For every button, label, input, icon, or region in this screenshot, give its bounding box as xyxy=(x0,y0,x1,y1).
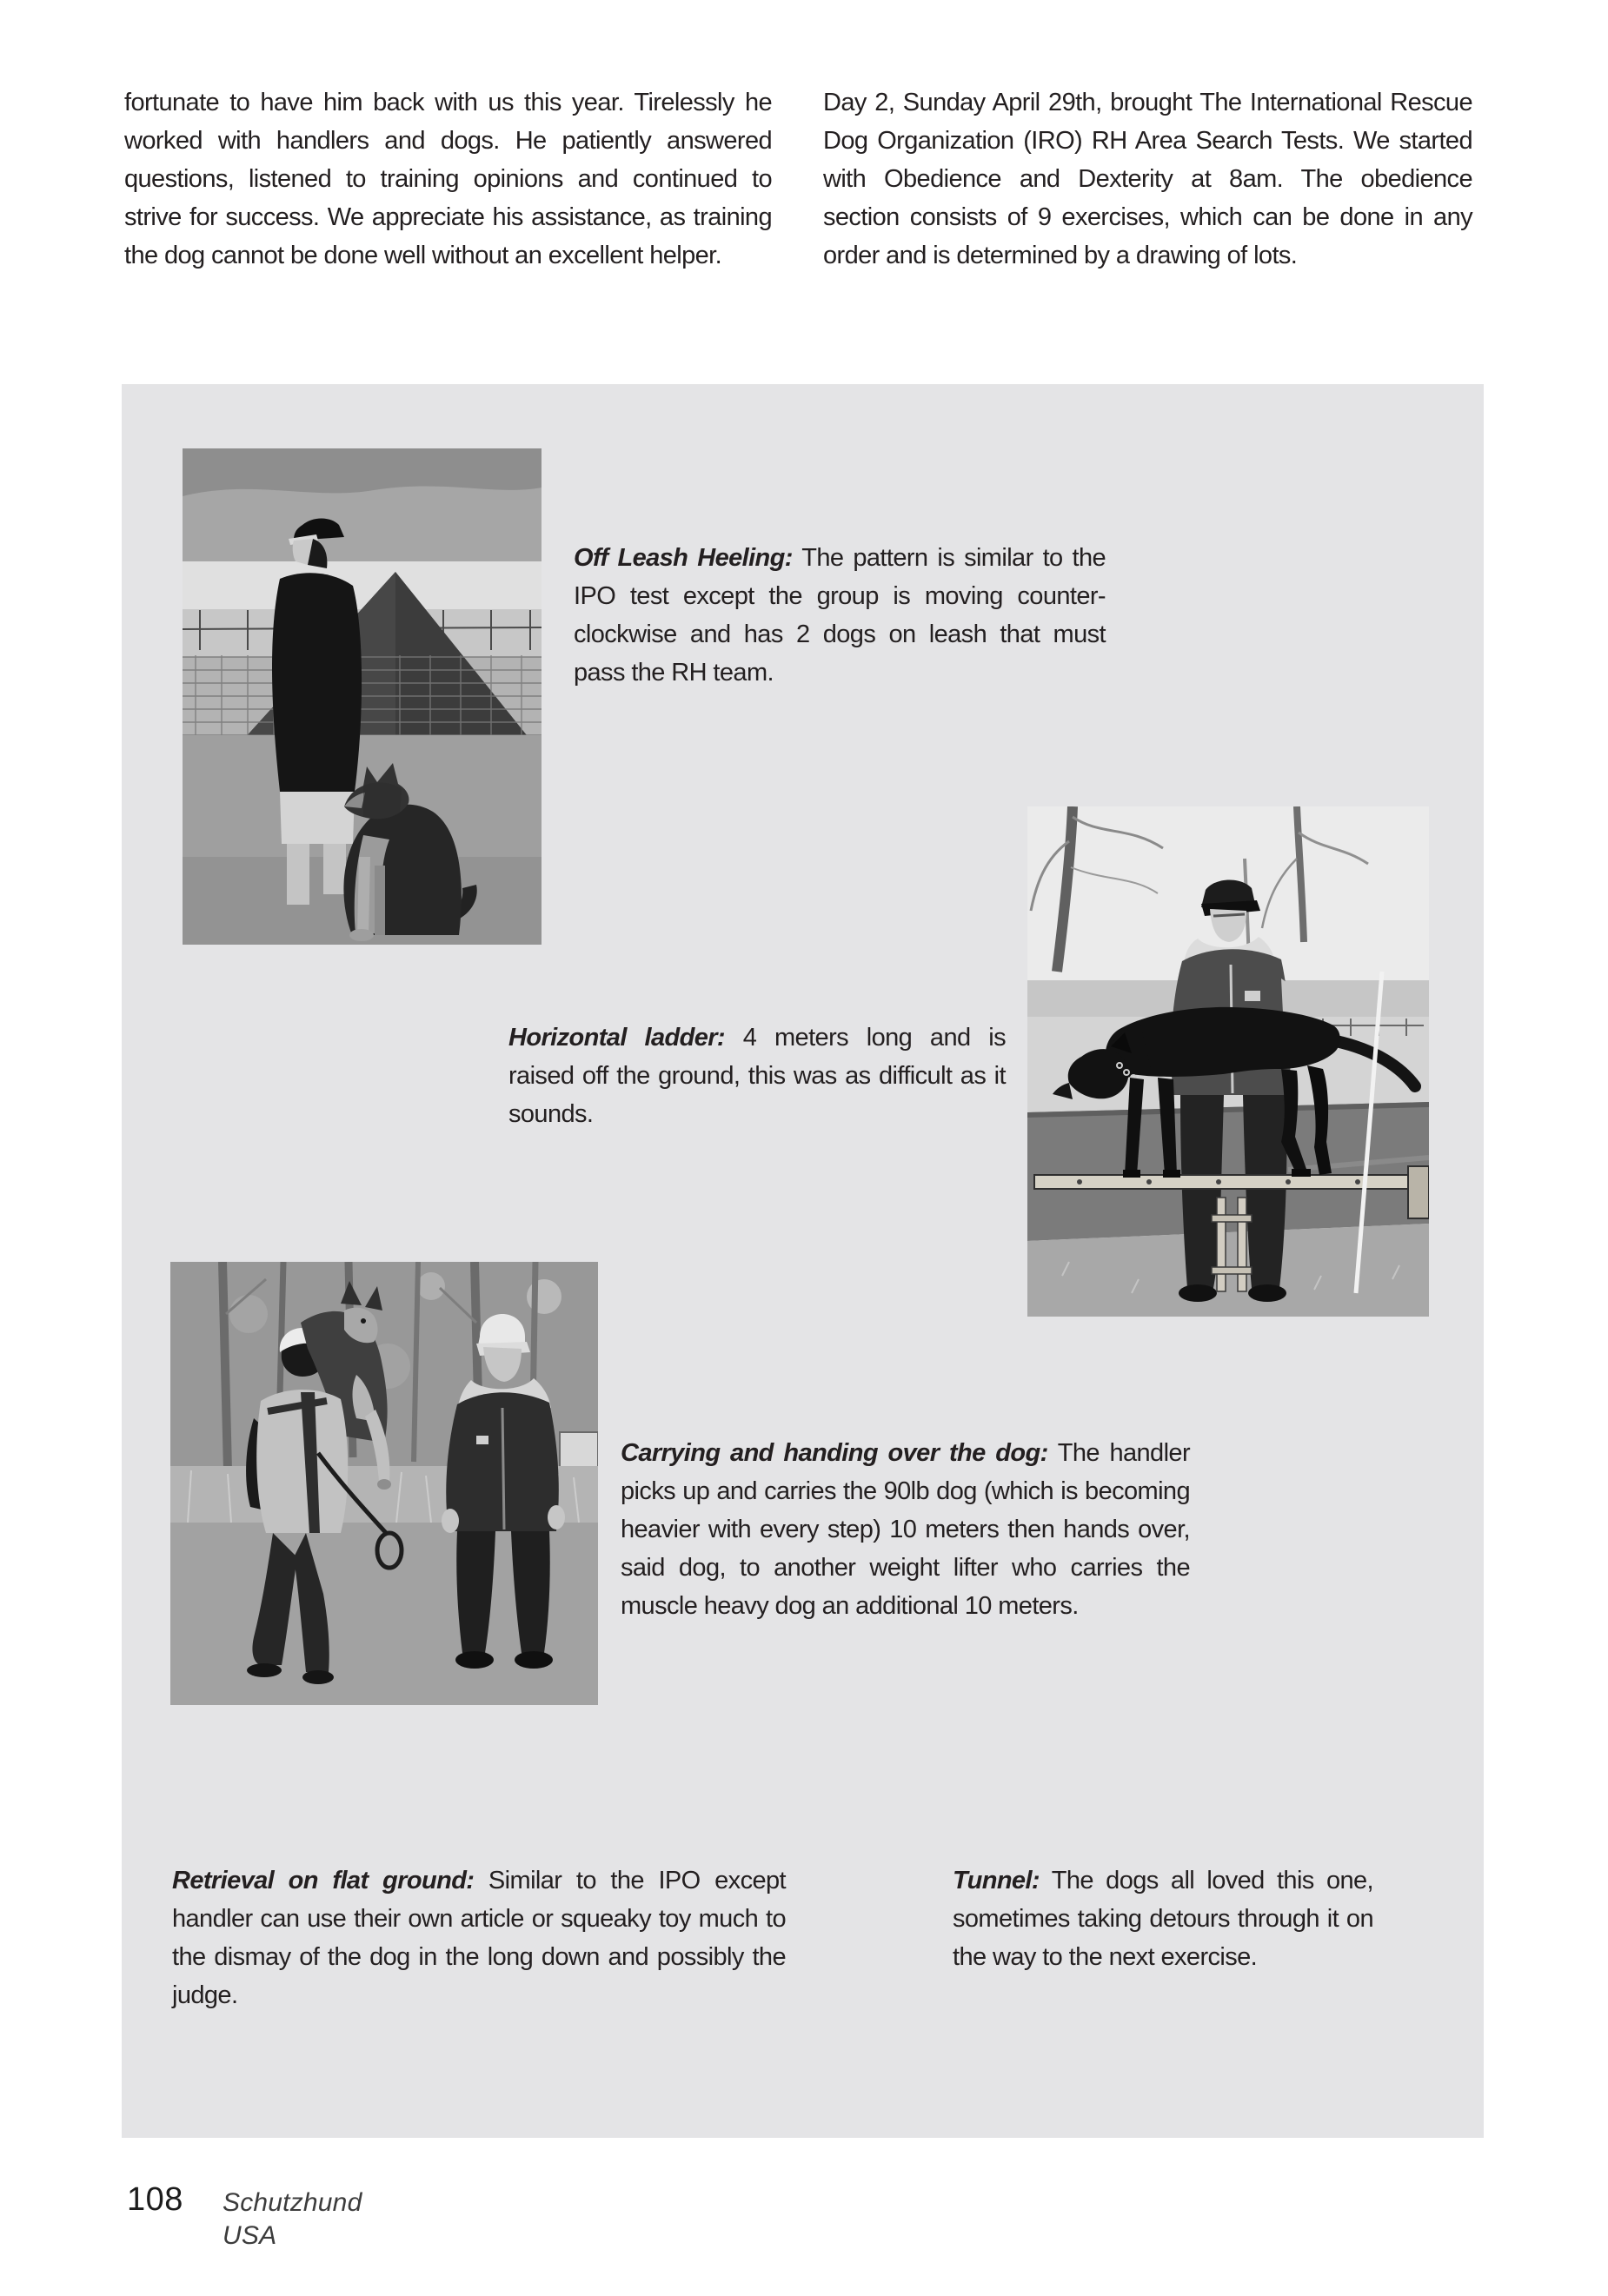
caption-carrying-dog-lead: Carrying and handing over the dog: xyxy=(621,1439,1048,1467)
magazine-title: Schutzhund USA xyxy=(223,2188,362,2250)
caption-horizontal-ladder xyxy=(508,1019,1006,1133)
article-column-right: Day 2, Sunday April 29th, brought The International Rescue Dog Organization (IRO) RH Area Search Tests. We started with Obedience and Dexterity at 8am. The obedience section consists of 9 exercises, which can be done in any order and is determined by a drawing of lots. xyxy=(823,89,1472,269)
caption-off-leash-heeling xyxy=(574,539,1106,692)
caption-carrying-dog-text: The handler picks up and carries the 90lb dog (which is becoming heavier with every step) 10 meters then hands over, said dog, to another weight lifter who carries the muscle heavy dog an additional 10 meters. xyxy=(621,1439,1190,1620)
photo-horizontal-ladder xyxy=(1027,806,1429,1317)
caption-off-leash-heeling-lead: Off Leash Heeling: xyxy=(574,544,793,572)
page-number: 108 xyxy=(127,2181,183,2218)
article-column-left: fortunate to have him back with us this year. Tirelessly he worked with handlers and dogs. He patiently answered questions, listened to training opinions and continued to strive for success. We appreciate his assistance, as training the dog cannot be done well without an excellent helper. xyxy=(124,89,772,269)
photo-off-leash-heeling xyxy=(183,448,542,945)
caption-tunnel xyxy=(953,1861,1373,1976)
caption-retrieval-text: Similar to the IPO except handler can use their own article or squeaky toy much to the dismay of the dog in the long down and possibly the judge. xyxy=(172,1867,786,2009)
caption-retrieval xyxy=(172,1861,786,2014)
photo-panel xyxy=(122,384,1484,2138)
caption-off-leash-heeling-text: The pattern is similar to the IPO test except the group is moving counter-clockwise and has 2 dogs on leash that must pass the RH team. xyxy=(574,544,1106,687)
photo-carrying-dog xyxy=(170,1262,598,1705)
caption-horizontal-ladder-text: 4 meters long and is raised off the ground, this was as difficult as it sounds. xyxy=(508,1024,1006,1128)
caption-carrying-dog xyxy=(621,1434,1190,1625)
caption-horizontal-ladder-lead: Horizontal ladder: xyxy=(508,1024,725,1052)
caption-tunnel-lead: Tunnel: xyxy=(953,1867,1040,1895)
caption-retrieval-lead: Retrieval on flat ground: xyxy=(172,1867,475,1895)
caption-tunnel-text: The dogs all loved this one, sometimes taking detours through it on the way to the next exercise. xyxy=(953,1867,1374,1971)
